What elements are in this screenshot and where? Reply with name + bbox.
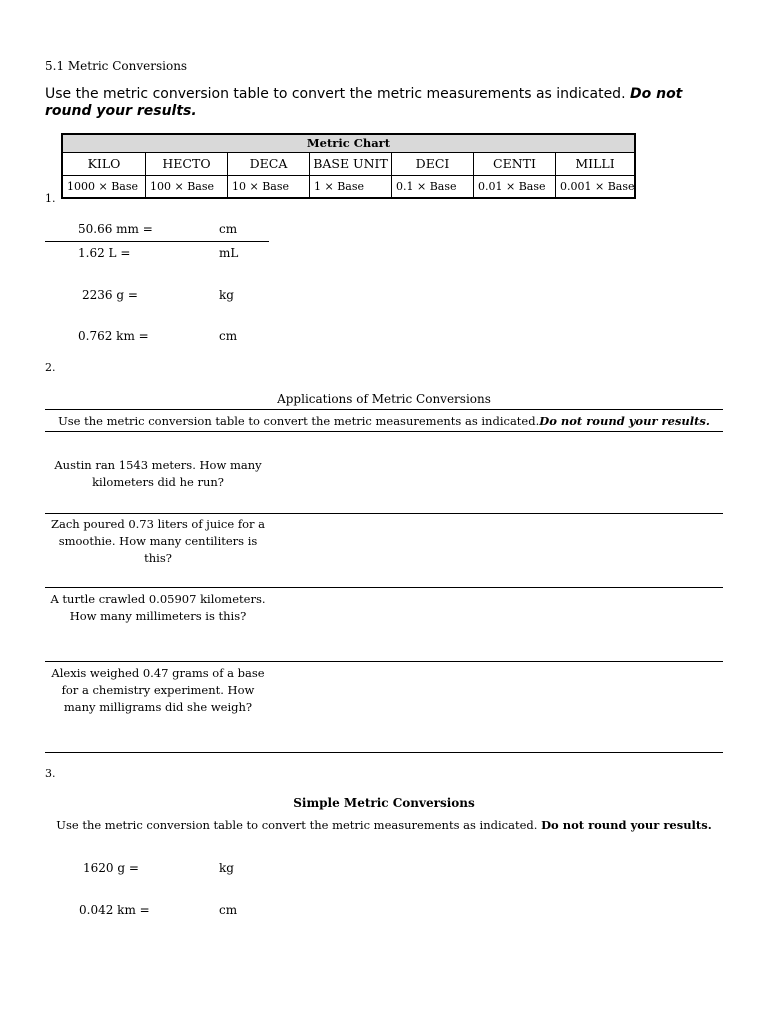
problem-unit: mL: [219, 246, 239, 260]
unit-cell-deci: DECI: [392, 153, 474, 175]
metric-chart-table: [61, 133, 636, 199]
section-2-instructions-text: Use the metric conversion table to convert the metric measurements as indicated.: [58, 414, 540, 428]
metric-chart-multipliers-row: [63, 176, 634, 198]
mult-cell-kilo: 1000 × Base: [63, 176, 146, 198]
answer-line: [45, 513, 723, 514]
section-2-number: 2.: [45, 361, 56, 374]
section-3-instructions-text: Use the metric conversion table to convert the metric measurements as indicated.: [56, 818, 538, 832]
answer-line: [45, 752, 723, 753]
section-3-instructions: [45, 818, 723, 832]
section-3-number: 3.: [45, 767, 56, 780]
unit-cell-kilo: KILO: [63, 153, 146, 175]
word-problem: A turtle crawled 0.05907 kilometers. How many millimeters is this?: [50, 592, 266, 623]
problem-given: 1.62 L =: [78, 246, 131, 260]
instructions: [45, 86, 705, 120]
metric-chart-units-row: [63, 153, 634, 176]
answer-line: [45, 661, 723, 662]
divider: [45, 241, 269, 242]
section-2-instructions-emphasis: Do not round your results.: [539, 414, 710, 428]
mult-cell-deca: 10 × Base: [228, 176, 310, 198]
mult-cell-deci: 0.1 × Base: [392, 176, 474, 198]
problem-unit: cm: [219, 222, 238, 236]
instructions-text: Use the metric conversion table to convert the metric measurements as indicated.: [45, 86, 626, 102]
section-2-instructions: [45, 414, 723, 428]
section-3-title: Simple Metric Conversions: [293, 796, 475, 810]
page-heading: 5.1 Metric Conversions: [45, 59, 188, 73]
mult-cell-hecto: 100 × Base: [146, 176, 228, 198]
mult-cell-centi: 0.01 × Base: [474, 176, 556, 198]
problem-unit: kg: [219, 861, 234, 875]
word-problem: Austin ran 1543 meters. How many kilometers did he run?: [54, 458, 262, 489]
word-problem: Alexis weighed 0.47 grams of a base for a chemistry experiment. How many milligrams did she weigh?: [51, 666, 265, 714]
problem-given: 0.042 km =: [79, 903, 150, 917]
unit-cell-centi: CENTI: [474, 153, 556, 175]
unit-cell-hecto: HECTO: [146, 153, 228, 175]
problem-unit: cm: [219, 329, 238, 343]
answer-line: [45, 587, 723, 588]
unit-cell-base: BASE UNIT: [310, 153, 392, 175]
problem-given: 2236 g =: [82, 288, 138, 302]
problem-given: 50.66 mm =: [78, 222, 153, 236]
section-3-instructions-emphasis: Do not round your results.: [541, 818, 712, 832]
metric-chart-title: Metric Chart: [63, 135, 634, 153]
word-problem: Zach poured 0.73 liters of juice for a smoothie. How many centiliters is this?: [50, 517, 266, 565]
problem-unit: cm: [219, 903, 238, 917]
divider: [45, 409, 723, 410]
problem-given: 0.762 km =: [78, 329, 149, 343]
problem-given: 1620 g =: [83, 861, 139, 875]
unit-cell-deca: DECA: [228, 153, 310, 175]
instructions-emphasis: Do not round your results.: [45, 86, 683, 119]
divider: [45, 431, 723, 432]
unit-cell-milli: MILLI: [575, 156, 615, 171]
mult-cell-base: 1 × Base: [310, 176, 392, 198]
problem-unit: kg: [219, 288, 234, 302]
section-2-title: Applications of Metric Conversions: [277, 392, 491, 406]
section-1-number: 1.: [45, 192, 56, 205]
mult-cell-milli: 0.001 × Base: [560, 180, 634, 193]
